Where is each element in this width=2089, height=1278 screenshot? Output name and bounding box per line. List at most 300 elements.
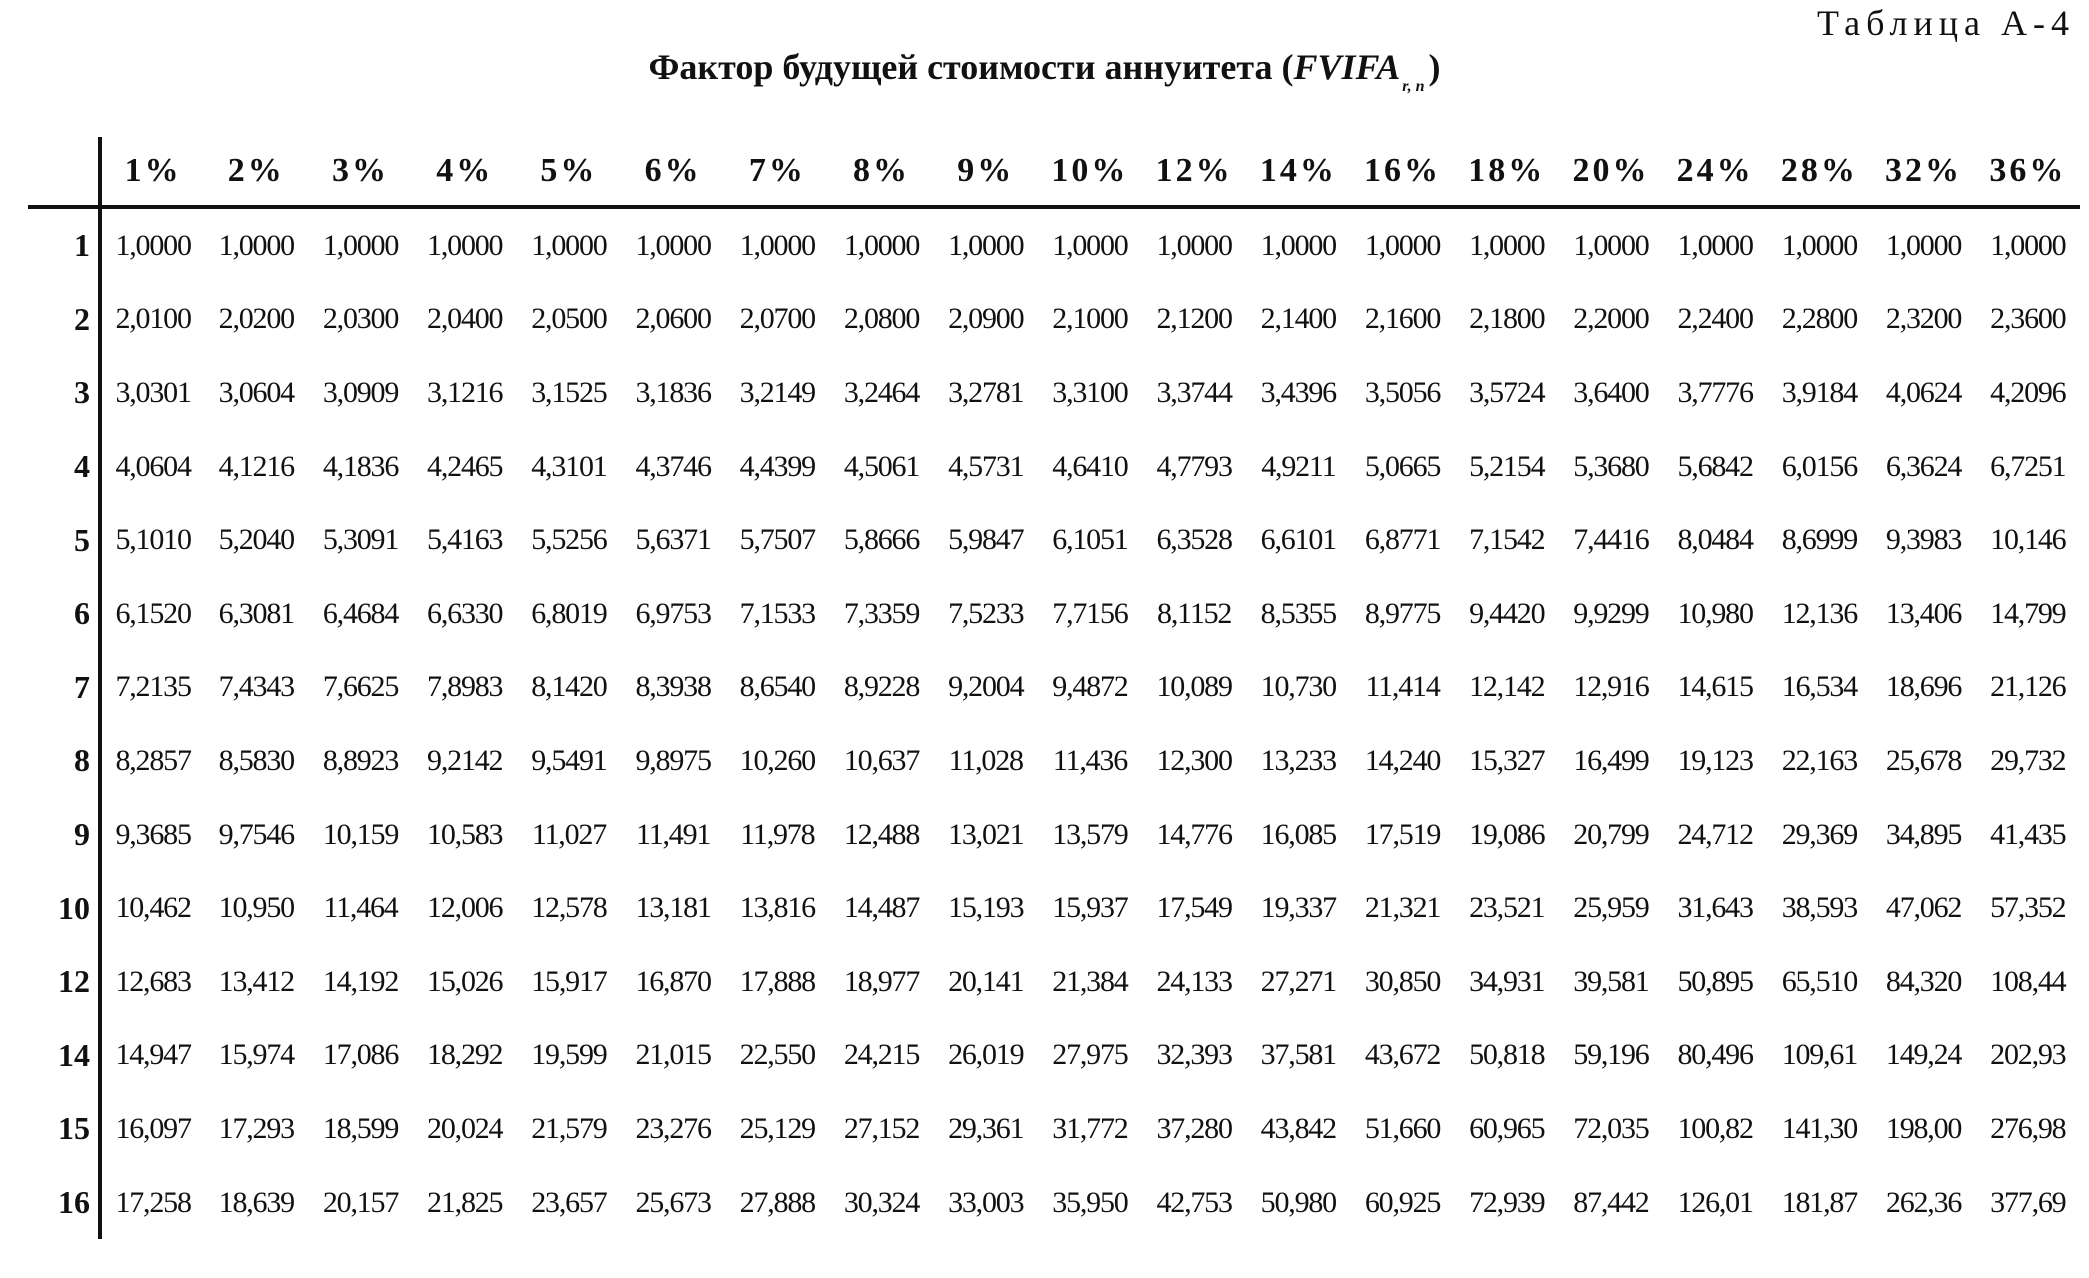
factor-cell: 50,818 (1469, 1038, 1545, 1072)
factor-cell: 2,0200 (218, 302, 294, 336)
factor-cell: 109,61 (1781, 1038, 1857, 1072)
factor-cell: 11,028 (948, 743, 1023, 777)
factor-cell: 57,352 (1990, 891, 2066, 925)
factor-cell: 51,660 (1364, 1111, 1441, 1145)
factor-cell: 5,2154 (1469, 449, 1545, 483)
factor-cell: 38,593 (1781, 891, 1857, 925)
factor-cell: 1,0000 (1990, 228, 2066, 262)
factor-cell: 11,491 (636, 817, 711, 851)
factor-cell: 23,657 (531, 1185, 607, 1219)
period-label: 1 (28, 207, 100, 283)
factor-cell: 126,01 (1677, 1185, 1753, 1219)
column-header: 8% (829, 137, 933, 207)
factor-cell: 37,581 (1260, 1038, 1336, 1072)
factor-cell: 9,8975 (635, 743, 711, 777)
table-row (28, 651, 2080, 725)
factor-cell: 15,937 (1052, 891, 1128, 925)
factor-cell: 8,9775 (1364, 596, 1441, 630)
factor-cell: 5,6842 (1677, 449, 1753, 483)
factor-cell: 27,271 (1260, 964, 1336, 998)
factor-cell: 2,0900 (948, 302, 1024, 336)
factor-cell: 2,3200 (1885, 302, 1962, 336)
factor-cell: 4,5061 (843, 449, 920, 483)
factor-cell: 18,599 (322, 1111, 399, 1145)
factor-cell: 17,258 (115, 1185, 191, 1219)
factor-cell: 25,673 (635, 1185, 711, 1219)
factor-cell: 21,015 (635, 1038, 711, 1072)
factor-cell: 3,0909 (322, 375, 399, 409)
factor-cell: 87,442 (1573, 1185, 1649, 1219)
factor-cell: 31,772 (1052, 1111, 1128, 1145)
column-header: 36% (1976, 137, 2080, 207)
column-header: 2% (204, 137, 308, 207)
table-row (28, 1166, 2080, 1240)
factor-cell: 3,2781 (948, 375, 1024, 409)
header-row (28, 137, 2080, 207)
factor-cell: 10,980 (1677, 596, 1753, 630)
factor-cell: 8,1420 (531, 670, 607, 704)
factor-cell: 21,321 (1364, 891, 1441, 925)
factor-cell: 14,947 (115, 1038, 191, 1072)
factor-cell: 60,965 (1469, 1111, 1545, 1145)
column-header: 5% (517, 137, 621, 207)
factor-cell: 20,157 (322, 1185, 399, 1219)
factor-cell: 2,1800 (1469, 302, 1545, 336)
factor-cell: 72,035 (1573, 1111, 1649, 1145)
factor-cell: 29,361 (948, 1111, 1024, 1145)
factor-cell: 30,324 (843, 1185, 920, 1219)
factor-cell: 2,0300 (322, 302, 399, 336)
factor-cell: 149,24 (1885, 1038, 1962, 1072)
factor-cell: 65,510 (1781, 964, 1857, 998)
factor-cell: 84,320 (1885, 964, 1962, 998)
factor-cell: 4,2096 (1990, 375, 2066, 409)
period-label: 10 (28, 871, 100, 945)
factor-cell: 8,1152 (1157, 596, 1232, 630)
factor-cell: 13,412 (218, 964, 294, 998)
period-label: 4 (28, 430, 100, 504)
factor-cell: 72,939 (1469, 1185, 1545, 1219)
factor-cell: 29,732 (1990, 743, 2066, 777)
factor-cell: 5,2040 (218, 523, 294, 557)
table-label: Таблица А-4 (1817, 3, 2075, 43)
factor-cell: 1,0000 (1885, 228, 1962, 262)
factor-cell: 7,7156 (1052, 596, 1128, 630)
factor-cell: 18,977 (843, 964, 920, 998)
factor-cell: 26,019 (948, 1038, 1024, 1072)
factor-cell: 19,086 (1469, 817, 1545, 851)
factor-cell: 5,9847 (948, 523, 1024, 557)
table-row (28, 798, 2080, 872)
factor-cell: 27,152 (843, 1111, 920, 1145)
factor-cell: 11,978 (740, 817, 815, 851)
period-label: 15 (28, 1092, 100, 1166)
factor-cell: 14,487 (843, 891, 920, 925)
factor-cell: 20,799 (1573, 817, 1649, 851)
corner-cell (28, 137, 100, 207)
factor-cell: 2,0800 (843, 302, 920, 336)
factor-cell: 35,950 (1052, 1185, 1128, 1219)
factor-cell: 2,2400 (1677, 302, 1753, 336)
factor-cell: 9,2004 (948, 670, 1024, 704)
factor-cell: 21,384 (1052, 964, 1128, 998)
factor-cell: 9,9299 (1573, 596, 1649, 630)
factor-cell: 9,3983 (1885, 523, 1962, 557)
factor-cell: 6,3081 (218, 596, 294, 630)
title-prefix: Фактор будущей стоимости аннуитета ( (648, 47, 1294, 87)
factor-cell: 10,089 (1156, 670, 1232, 704)
factor-cell: 1,0000 (531, 228, 607, 262)
factor-cell: 17,888 (739, 964, 815, 998)
factor-cell: 6,1520 (115, 596, 191, 630)
factor-cell: 2,0500 (531, 302, 607, 336)
factor-cell: 43,842 (1260, 1111, 1336, 1145)
factor-cell: 6,3624 (1885, 449, 1962, 483)
factor-cell: 4,1216 (218, 449, 294, 483)
column-header: 7% (725, 137, 829, 207)
factor-cell: 18,292 (427, 1038, 503, 1072)
factor-cell: 16,534 (1781, 670, 1857, 704)
factor-cell: 21,579 (531, 1111, 607, 1145)
factor-cell: 3,0604 (218, 375, 294, 409)
factor-cell: 12,488 (843, 817, 920, 851)
factor-cell: 24,215 (843, 1038, 920, 1072)
factor-cell: 16,870 (635, 964, 711, 998)
factor-cell: 7,3359 (843, 596, 920, 630)
factor-cell: 41,435 (1990, 817, 2066, 851)
factor-cell: 18,696 (1885, 670, 1962, 704)
factor-cell: 6,9753 (635, 596, 711, 630)
factor-cell: 8,6999 (1781, 523, 1857, 557)
factor-cell: 5,5256 (531, 523, 607, 557)
factor-cell: 3,1525 (531, 375, 607, 409)
factor-cell: 2,2800 (1781, 302, 1857, 336)
table-row (28, 1092, 2080, 1166)
factor-cell: 262,36 (1885, 1185, 1962, 1219)
column-header: 20% (1559, 137, 1663, 207)
factor-cell: 3,3100 (1052, 375, 1128, 409)
column-header: 3% (308, 137, 412, 207)
factor-cell: 24,133 (1156, 964, 1232, 998)
factor-cell: 4,3746 (635, 449, 711, 483)
table-row (28, 1019, 2080, 1093)
factor-cell: 43,672 (1364, 1038, 1441, 1072)
factor-cell: 17,086 (322, 1038, 399, 1072)
factor-cell: 276,98 (1990, 1111, 2066, 1145)
title-suffix: ) (1428, 47, 1441, 87)
factor-cell: 9,7546 (218, 817, 294, 851)
factor-cell: 8,2857 (115, 743, 191, 777)
factor-cell: 15,026 (427, 964, 503, 998)
factor-cell: 47,062 (1885, 891, 1962, 925)
factor-cell: 1,0000 (1052, 228, 1128, 262)
factor-cell: 30,850 (1364, 964, 1441, 998)
column-header: 1% (100, 137, 204, 207)
factor-cell: 2,1000 (1052, 302, 1128, 336)
factor-cell: 25,959 (1573, 891, 1649, 925)
factor-cell: 50,980 (1260, 1185, 1336, 1219)
factor-cell: 39,581 (1573, 964, 1649, 998)
factor-cell: 11,027 (531, 817, 606, 851)
table-row (28, 724, 2080, 798)
factor-cell: 3,1836 (635, 375, 711, 409)
factor-cell: 14,799 (1990, 596, 2066, 630)
title-symbol: FVIFA (1293, 47, 1401, 87)
factor-cell: 2,1600 (1364, 302, 1441, 336)
factor-cell: 60,925 (1364, 1185, 1441, 1219)
table-row (28, 430, 2080, 504)
factor-cell: 5,0665 (1364, 449, 1441, 483)
factor-cell: 3,2464 (843, 375, 920, 409)
factor-cell: 3,1216 (427, 375, 503, 409)
factor-cell: 6,8771 (1364, 523, 1441, 557)
factor-cell: 10,462 (115, 891, 191, 925)
factor-cell: 21,126 (1990, 670, 2066, 704)
factor-cell: 10,159 (322, 817, 399, 851)
factor-cell: 5,8666 (843, 523, 920, 557)
factor-cell: 13,021 (948, 817, 1024, 851)
factor-cell: 3,2149 (739, 375, 815, 409)
factor-cell: 6,6101 (1260, 523, 1336, 557)
factor-cell: 3,7776 (1677, 375, 1753, 409)
factor-cell: 1,0000 (843, 228, 920, 262)
factor-cell: 202,93 (1990, 1038, 2066, 1072)
factor-cell: 10,950 (218, 891, 294, 925)
factor-cell: 22,163 (1781, 743, 1857, 777)
table-row (28, 871, 2080, 945)
period-label: 16 (28, 1166, 100, 1240)
factor-cell: 1,0000 (218, 228, 294, 262)
factor-cell: 42,753 (1156, 1185, 1232, 1219)
table-row (28, 356, 2080, 430)
factor-cell: 1,0000 (1469, 228, 1545, 262)
table-row (28, 945, 2080, 1019)
factor-cell: 1,0000 (948, 228, 1024, 262)
factor-cell: 10,730 (1260, 670, 1336, 704)
factor-cell: 2,2000 (1573, 302, 1649, 336)
table-row (28, 577, 2080, 651)
factor-cell: 12,142 (1469, 670, 1545, 704)
factor-cell: 17,549 (1156, 891, 1232, 925)
factor-cell: 7,4343 (218, 670, 294, 704)
factor-cell: 6,7251 (1990, 449, 2066, 483)
factor-cell: 1,0000 (1260, 228, 1336, 262)
factor-cell: 5,1010 (115, 523, 191, 557)
factor-cell: 14,615 (1677, 670, 1753, 704)
factor-cell: 2,1400 (1260, 302, 1336, 336)
column-header: 6% (621, 137, 725, 207)
factor-cell: 1,0000 (115, 228, 191, 262)
column-header: 24% (1663, 137, 1767, 207)
factor-cell: 3,5724 (1469, 375, 1545, 409)
factor-cell: 6,8019 (531, 596, 607, 630)
factor-cell: 4,1836 (322, 449, 399, 483)
factor-cell: 1,0000 (1781, 228, 1857, 262)
factor-cell: 21,825 (427, 1185, 503, 1219)
factor-cell: 19,599 (531, 1038, 607, 1072)
factor-cell: 9,2142 (427, 743, 503, 777)
factor-cell: 10,583 (427, 817, 503, 851)
period-label: 14 (28, 1019, 100, 1093)
factor-cell: 11,414 (1365, 670, 1440, 704)
factor-cell: 20,141 (948, 964, 1024, 998)
factor-cell: 19,123 (1677, 743, 1753, 777)
factor-cell: 1,0000 (427, 228, 503, 262)
factor-cell: 23,521 (1469, 891, 1545, 925)
factor-cell: 2,3600 (1990, 302, 2066, 336)
factor-cell: 4,4399 (739, 449, 815, 483)
factor-cell: 13,816 (739, 891, 815, 925)
factor-cell: 10,260 (739, 743, 815, 777)
factor-cell: 3,3744 (1156, 375, 1232, 409)
factor-cell: 15,193 (948, 891, 1024, 925)
period-label: 2 (28, 283, 100, 357)
factor-cell: 31,643 (1677, 891, 1753, 925)
factor-cell: 22,550 (739, 1038, 815, 1072)
table-row (28, 283, 2080, 357)
factor-cell: 34,931 (1469, 964, 1545, 998)
factor-cell: 8,6540 (739, 670, 815, 704)
fvifa-table (28, 137, 2080, 1239)
factor-cell: 5,3680 (1573, 449, 1649, 483)
factor-cell: 1,0000 (739, 228, 815, 262)
factor-cell: 8,0484 (1677, 523, 1753, 557)
page-title (0, 46, 2089, 96)
factor-cell: 13,181 (635, 891, 711, 925)
factor-cell: 20,024 (427, 1111, 503, 1145)
factor-cell: 12,578 (531, 891, 607, 925)
factor-cell: 10,637 (843, 743, 920, 777)
factor-cell: 12,916 (1573, 670, 1649, 704)
factor-cell: 3,4396 (1260, 375, 1336, 409)
factor-cell: 50,895 (1677, 964, 1753, 998)
factor-cell: 198,00 (1885, 1111, 1962, 1145)
factor-cell: 10,146 (1990, 523, 2066, 557)
factor-cell: 8,3938 (635, 670, 711, 704)
factor-cell: 11,436 (1052, 743, 1128, 777)
factor-cell: 2,0100 (115, 302, 191, 336)
period-label: 8 (28, 724, 100, 798)
factor-cell: 4,7793 (1156, 449, 1232, 483)
factor-cell: 9,4872 (1052, 670, 1128, 704)
factor-cell: 8,5355 (1260, 596, 1336, 630)
factor-cell: 9,5491 (531, 743, 607, 777)
factor-cell: 32,393 (1156, 1038, 1232, 1072)
factor-cell: 7,1542 (1469, 523, 1545, 557)
factor-cell: 33,003 (948, 1185, 1024, 1219)
column-header: 18% (1455, 137, 1559, 207)
factor-cell: 4,3101 (531, 449, 607, 483)
factor-cell: 8,8923 (322, 743, 399, 777)
factor-cell: 25,129 (739, 1111, 815, 1145)
factor-cell: 7,6625 (322, 670, 399, 704)
factor-cell: 3,6400 (1573, 375, 1649, 409)
factor-cell: 3,5056 (1364, 375, 1441, 409)
factor-cell: 7,2135 (115, 670, 191, 704)
factor-cell: 15,974 (218, 1038, 294, 1072)
factor-cell: 141,30 (1781, 1111, 1857, 1145)
factor-cell: 5,4163 (427, 523, 503, 557)
factor-cell: 19,337 (1260, 891, 1336, 925)
factor-cell: 17,293 (218, 1111, 294, 1145)
factor-cell: 5,3091 (322, 523, 399, 557)
period-label: 5 (28, 503, 100, 577)
column-header: 32% (1871, 137, 1975, 207)
factor-cell: 9,3685 (115, 817, 191, 851)
factor-cell: 3,9184 (1781, 375, 1857, 409)
factor-cell: 16,499 (1573, 743, 1649, 777)
factor-cell: 6,1051 (1052, 523, 1128, 557)
factor-cell: 6,6330 (427, 596, 503, 630)
factor-cell: 8,9228 (843, 670, 920, 704)
factor-cell: 108,44 (1990, 964, 2066, 998)
factor-cell: 15,917 (531, 964, 607, 998)
factor-cell: 37,280 (1156, 1111, 1232, 1145)
factor-cell: 12,006 (427, 891, 503, 925)
column-header: 10% (1038, 137, 1142, 207)
factor-cell: 9,4420 (1469, 596, 1545, 630)
factor-cell: 14,240 (1364, 743, 1441, 777)
factor-cell: 23,276 (635, 1111, 711, 1145)
factor-cell: 1,0000 (1364, 228, 1441, 262)
factor-cell: 3,0301 (115, 375, 191, 409)
factor-cell: 7,5233 (948, 596, 1024, 630)
factor-cell: 8,5830 (218, 743, 294, 777)
column-header: 4% (413, 137, 517, 207)
factor-cell: 1,0000 (1677, 228, 1753, 262)
column-header: 28% (1767, 137, 1871, 207)
factor-cell: 2,0700 (739, 302, 815, 336)
factor-cell: 27,975 (1052, 1038, 1128, 1072)
column-header: 9% (934, 137, 1038, 207)
factor-cell: 7,8983 (427, 670, 503, 704)
factor-cell: 4,9211 (1261, 449, 1336, 483)
factor-cell: 4,0624 (1885, 375, 1962, 409)
period-label: 7 (28, 651, 100, 725)
factor-cell: 12,683 (115, 964, 191, 998)
factor-cell: 25,678 (1885, 743, 1962, 777)
factor-cell: 27,888 (739, 1185, 815, 1219)
factor-cell: 4,5731 (948, 449, 1024, 483)
factor-cell: 1,0000 (1156, 228, 1232, 262)
factor-cell: 14,776 (1156, 817, 1232, 851)
factor-cell: 5,6371 (635, 523, 711, 557)
column-header: 12% (1142, 137, 1246, 207)
table-row (28, 207, 2080, 283)
factor-cell: 5,7507 (739, 523, 815, 557)
factor-cell: 13,233 (1260, 743, 1336, 777)
factor-cell: 12,136 (1781, 596, 1857, 630)
factor-cell: 2,0400 (427, 302, 503, 336)
factor-cell: 24,712 (1677, 817, 1753, 851)
factor-cell: 80,496 (1677, 1038, 1753, 1072)
table-row (28, 503, 2080, 577)
factor-cell: 1,0000 (322, 228, 399, 262)
factor-cell: 11,464 (323, 891, 398, 925)
factor-cell: 12,300 (1156, 743, 1232, 777)
factor-cell: 17,519 (1364, 817, 1441, 851)
factor-cell: 13,579 (1052, 817, 1128, 851)
factor-cell: 18,639 (218, 1185, 294, 1219)
factor-cell: 181,87 (1781, 1185, 1857, 1219)
period-label: 9 (28, 798, 100, 872)
factor-cell: 59,196 (1573, 1038, 1649, 1072)
factor-cell: 15,327 (1469, 743, 1545, 777)
factor-cell: 34,895 (1885, 817, 1962, 851)
factor-cell: 16,085 (1260, 817, 1336, 851)
factor-cell: 2,1200 (1156, 302, 1232, 336)
factor-cell: 4,2465 (427, 449, 503, 483)
